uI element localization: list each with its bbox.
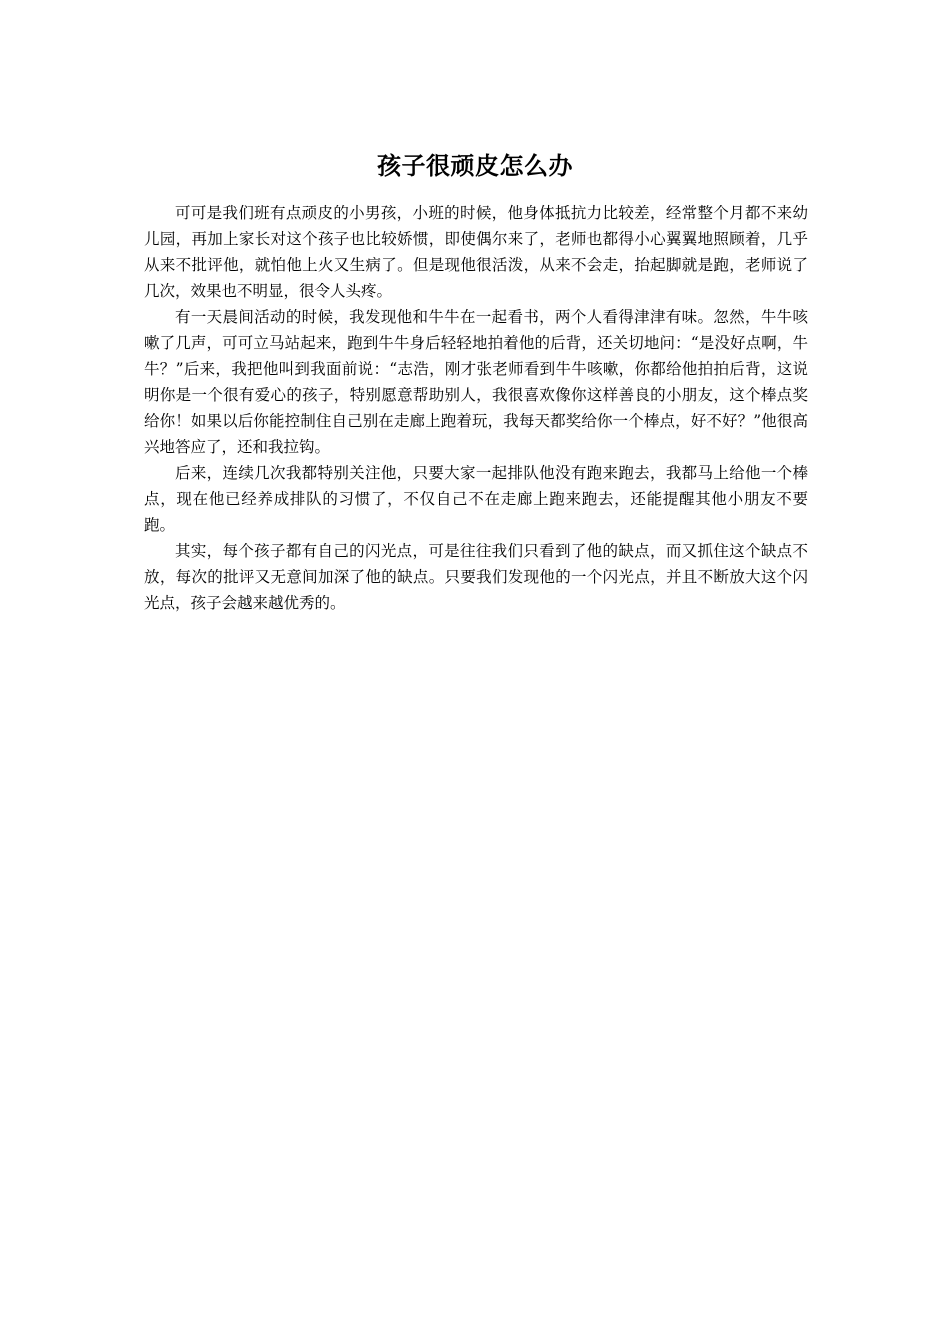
document-title: 孩子很顽皮怎么办 <box>377 152 573 181</box>
paragraph: 后来，连续几次我都特别关注他，只要大家一起排队他没有跑来跑去，我都马上给他一个棒点，现在他已经养成排队的习惯了，不仅自己不在走廊上跑来跑去，还能提醒其他小朋友不要跑。 <box>144 464 808 534</box>
paragraph: 可可是我们班有点顽皮的小男孩，小班的时候，他身体抵抗力比较差，经常整个月都不来幼儿园，再加上家长对这个孩子也比较娇惯，即使偶尔来了，老师也都得小心翼翼地照顾着，几乎从来不批评他，就怕他上火又生病了。但是现他很活泼，从来不会走，抬起脚就是跑，老师说了几次，效果也不明显，很令人头疼。 <box>144 204 808 300</box>
paragraph: 其实，每个孩子都有自己的闪光点，可是往往我们只看到了他的缺点，而又抓住这个缺点不放，每次的批评又无意间加深了他的缺点。只要我们发现他的一个闪光点，并且不断放大这个闪光点，孩子会越来越优秀的。 <box>144 542 808 612</box>
document-body <box>144 200 808 616</box>
paragraph: 有一天晨间活动的时候，我发现他和牛牛在一起看书，两个人看得津津有味。忽然，牛牛咳嗽了几声，可可立马站起来，跑到牛牛身后轻轻地拍着他的后背，还关切地问：“是没好点啊，牛牛？”后来，我把他叫到我面前说：“志浩，刚才张老师看到牛牛咳嗽，你都给他拍拍后背，这说明你是一个很有爱心的孩子，特别愿意帮助别人，我很喜欢像你这样善良的小朋友，这个棒点奖给你！如果以后你能控制住自己别在走廊上跑着玩，我每天都奖给你一个棒点，好不好？”他很高兴地答应了，还和我拉钩。 <box>144 308 808 456</box>
